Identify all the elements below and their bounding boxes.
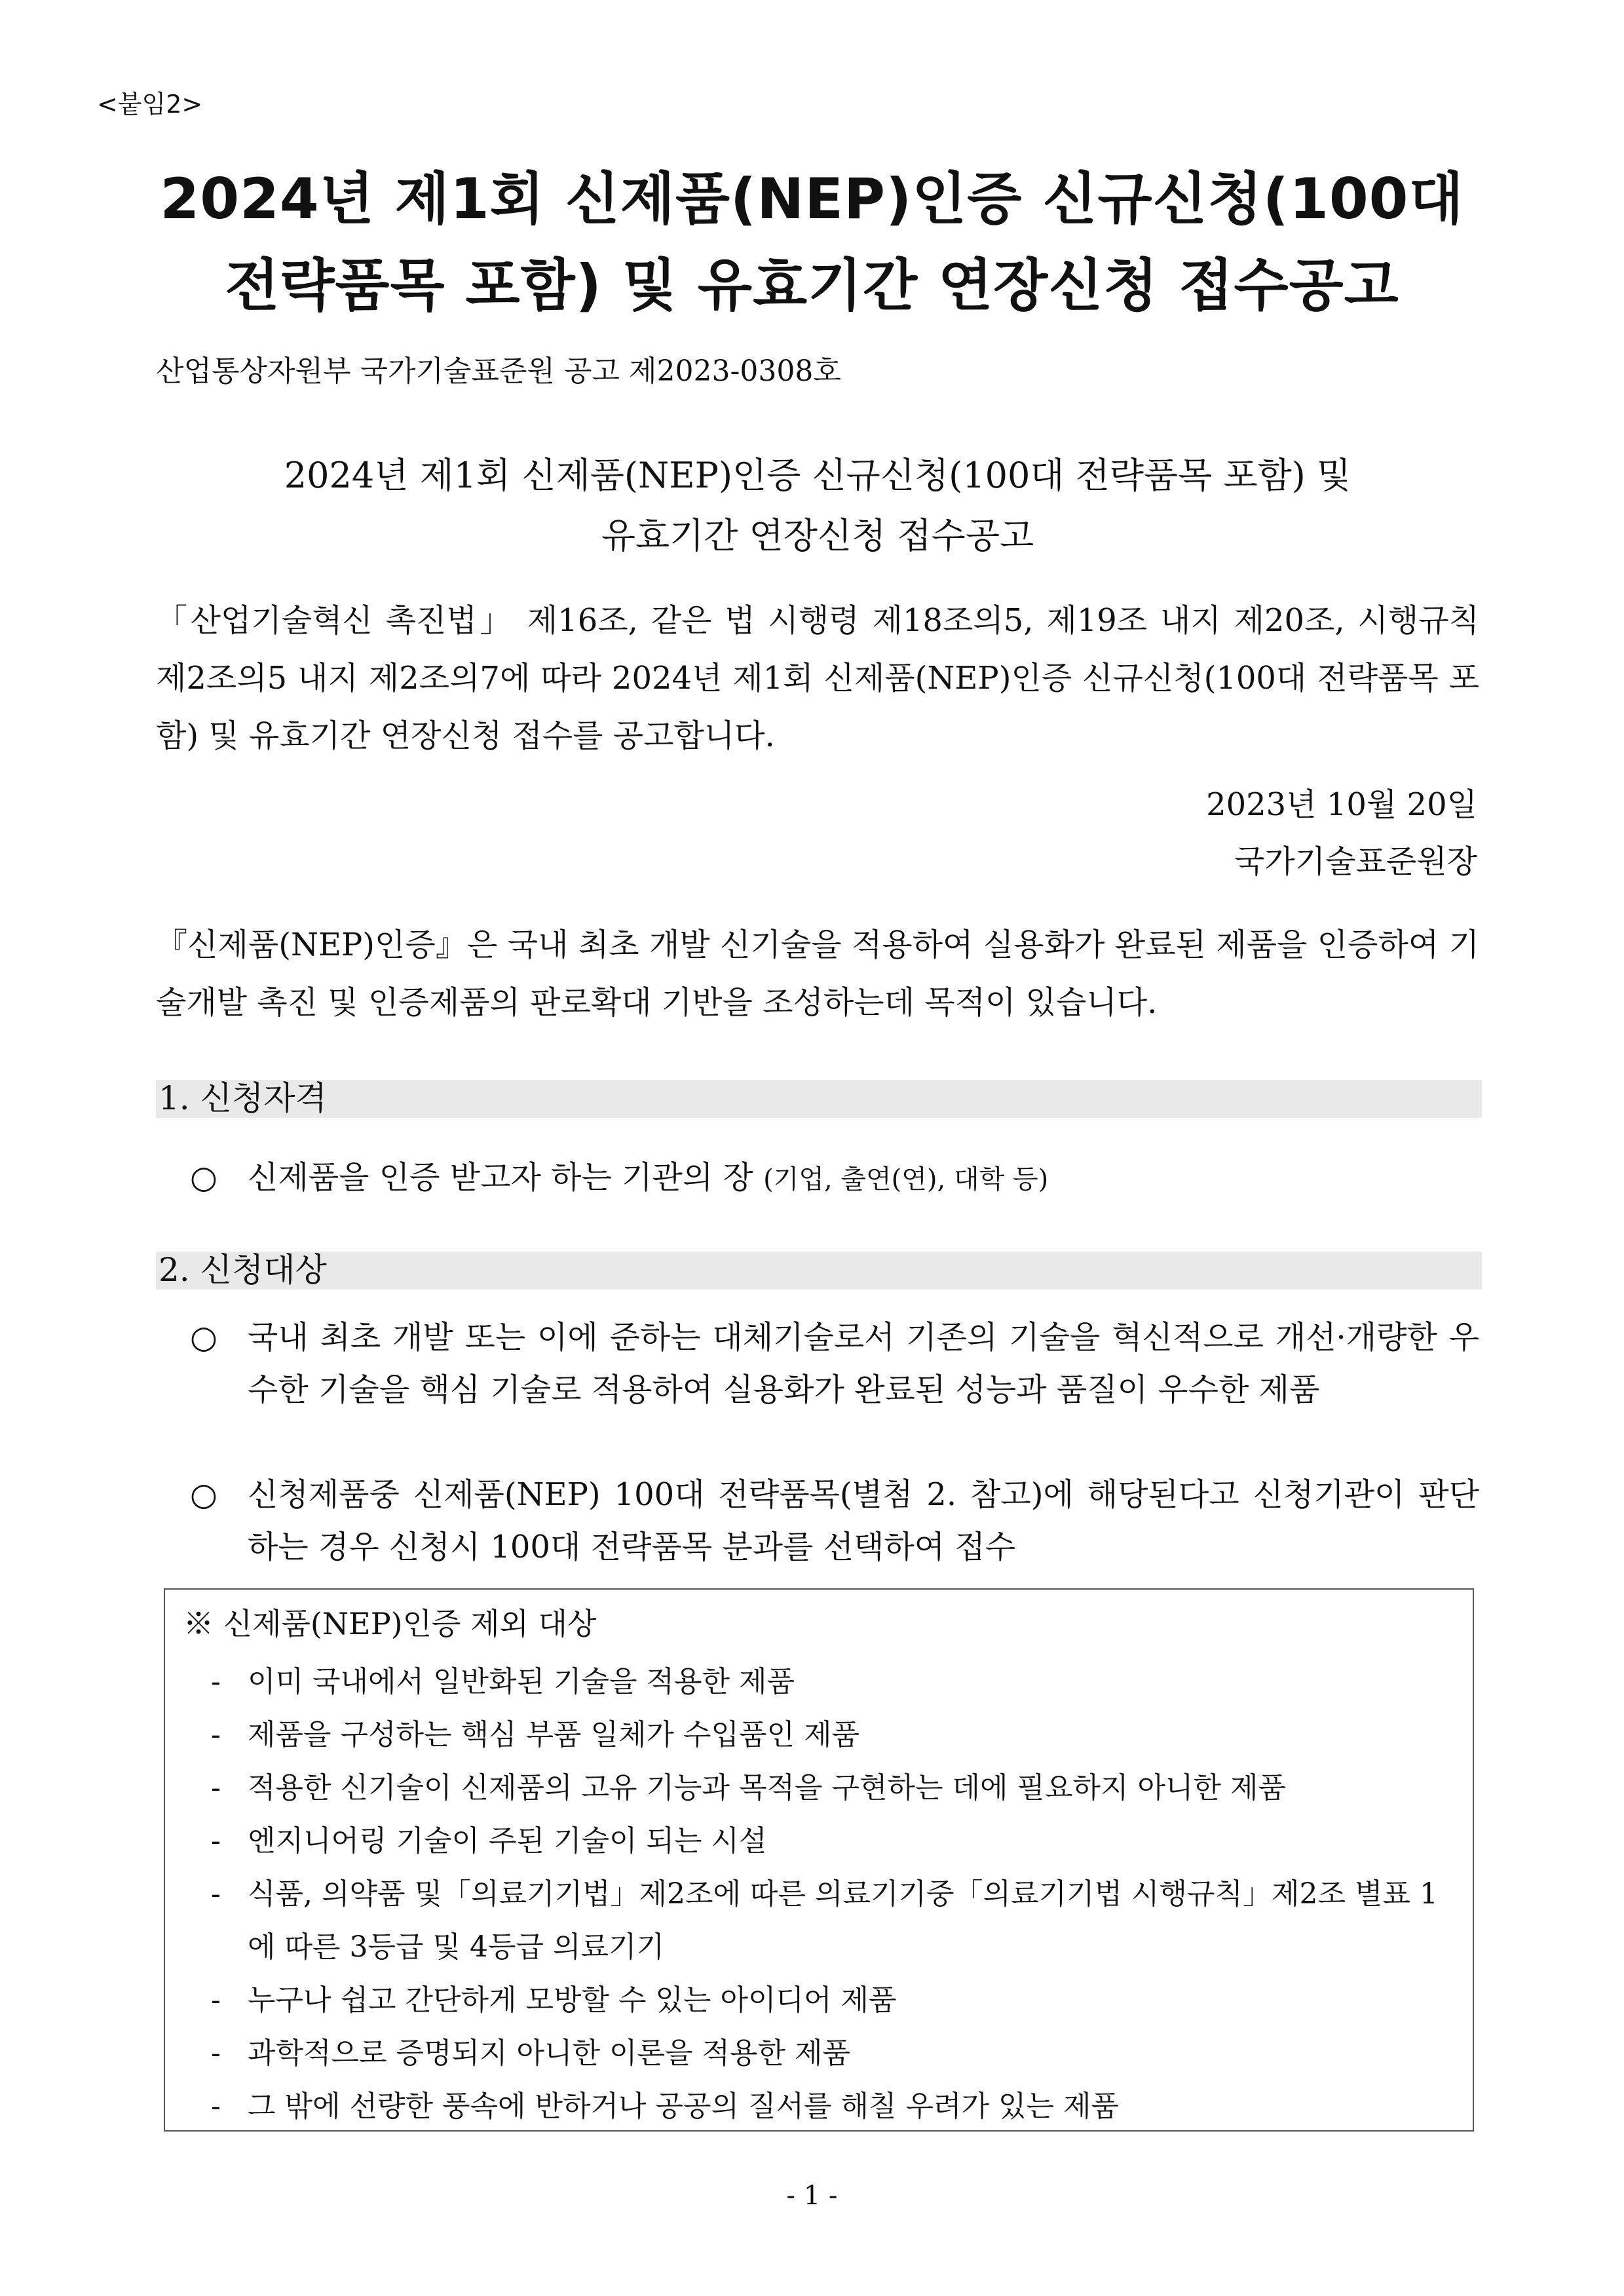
section-heading-eligibility: 1. 신청자격: [156, 1080, 1482, 1118]
bullet-circle-icon: ○: [190, 1476, 217, 1513]
page-title-line-1: 2024년 제1회 신제품(NEP)인증 신규신청(100대: [160, 166, 1464, 232]
list-item: [211, 2027, 1449, 2080]
list-item: [211, 1814, 1449, 1867]
list-item: [211, 1708, 1449, 1761]
purpose-text: 『신제품(NEP)인증』은 국내 최초 개발 신기술을 적용하여 실용화가 완료된 제품을 인증하여 기술개발 촉진 및 인증제품의 판로확대 기반을 조성하는데 목적이 있습니다.: [156, 927, 1479, 1021]
exclusion-box-title: ※ 신제품(NEP)인증 제외 대상: [183, 1606, 597, 1641]
notice-date: 2023년 10월 20일: [1206, 786, 1477, 823]
exclusion-list: [211, 1655, 1449, 2133]
exclusion-item-text: 누구나 쉽고 간단하게 모방할 수 있는 아이디어 제품: [248, 1983, 897, 2017]
exclusion-item-text: 엔지니어링 기술이 주된 기술이 되는 시설: [248, 1824, 767, 1858]
purpose-paragraph: [156, 916, 1479, 1031]
dash-icon: -: [211, 1718, 221, 1751]
exclusion-item-text: 과학적으로 증명되지 아니한 이론을 적용한 제품: [248, 2037, 851, 2070]
page-title: [131, 156, 1493, 329]
dash-icon: -: [211, 2037, 221, 2070]
page-title-line-2: 전략품목 포함) 및 유효기간 연장신청 접수공고: [225, 253, 1399, 318]
dash-icon: -: [211, 2090, 221, 2123]
signature-block: [1206, 776, 1477, 890]
list-item: [211, 1655, 1449, 1708]
exclusion-box: [164, 1588, 1474, 2132]
list-item: [211, 1761, 1449, 1814]
dash-icon: -: [211, 1983, 221, 2017]
attachment-label: <붙임2>: [97, 90, 203, 119]
list-item: [190, 1311, 1479, 1416]
bullet-note: (기업, 출연(연), 대학 등): [763, 1164, 1049, 1195]
list-item: [190, 1151, 1479, 1206]
notice-subtitle-line-1: 2024년 제1회 신제품(NEP)인증 신규신청(100대 전략품목 포함) 및: [284, 455, 1351, 496]
intro-text: 「산업기술혁신 촉진법」 제16조, 같은 법 시행령 제18조의5, 제19조 내지 제20조, 시행규칙 제2조의5 내지 제2조의7에 따라 2024년 제1회 신제품(NEP)인증 신규신청(100대 전략품목 포함) 및 유효기간 연장신청 접수를 공고합니다.: [156, 602, 1479, 754]
exclusion-item-text: 그 밖에 선량한 풍속에 반하거나 공공의 질서를 해칠 우려가 있는 제품: [248, 2090, 1119, 2123]
bullet-text: 신청제품중 신제품(NEP) 100대 전략품목(별첨 2. 참고)에 해당된다고 신청기관이 판단하는 경우 신청시 100대 전략품목 분과를 선택하여 접수: [248, 1476, 1479, 1565]
list-item: [211, 1867, 1449, 1974]
exclusion-item-text: 식품, 의약품 및「의료기기법」제2조에 따른 의료기기중「의료기기법 시행규칙」제2조 별표 1에 따른 3등급 및 4등급 의료기기: [248, 1877, 1439, 1964]
notice-number: 산업통상자원부 국가기술표준원 공고 제2023-0308호: [156, 354, 841, 388]
issuer: 국가기술표준원장: [1234, 843, 1477, 880]
page-number: - 1 -: [786, 2181, 838, 2211]
exclusion-item-text: 이미 국내에서 일반화된 기술을 적용한 제품: [248, 1665, 795, 1698]
exclusion-item-text: 적용한 신기술이 신제품의 고유 기능과 목적을 구현하는 데에 필요하지 아니한 제품: [248, 1771, 1286, 1805]
intro-paragraph: [156, 592, 1479, 765]
bullet-circle-icon: ○: [190, 1319, 217, 1356]
list-item: [211, 1974, 1449, 2027]
dash-icon: -: [211, 1824, 221, 1858]
notice-subtitle: [156, 446, 1479, 566]
exclusion-item-text: 제품을 구성하는 핵심 부품 일체가 수입품인 제품: [248, 1718, 859, 1751]
list-item: [190, 1468, 1479, 1573]
dash-icon: -: [211, 1771, 221, 1805]
bullet-text: 국내 최초 개발 또는 이에 준하는 대체기술로서 기존의 기술을 혁신적으로 개선·개량한 우수한 기술을 핵심 기술로 적용하여 실용화가 완료된 성능과 품질이 우수한 제품: [248, 1319, 1479, 1408]
section-heading-target: 2. 신청대상: [156, 1252, 1482, 1290]
bullet-circle-icon: ○: [190, 1159, 217, 1196]
dash-icon: -: [211, 1877, 221, 1911]
bullet-text: 신제품을 인증 받고자 하는 기관의 장: [248, 1159, 753, 1196]
list-item: [211, 2080, 1449, 2133]
notice-subtitle-line-2: 유효기간 연장신청 접수공고: [601, 515, 1034, 556]
dash-icon: -: [211, 1665, 221, 1698]
